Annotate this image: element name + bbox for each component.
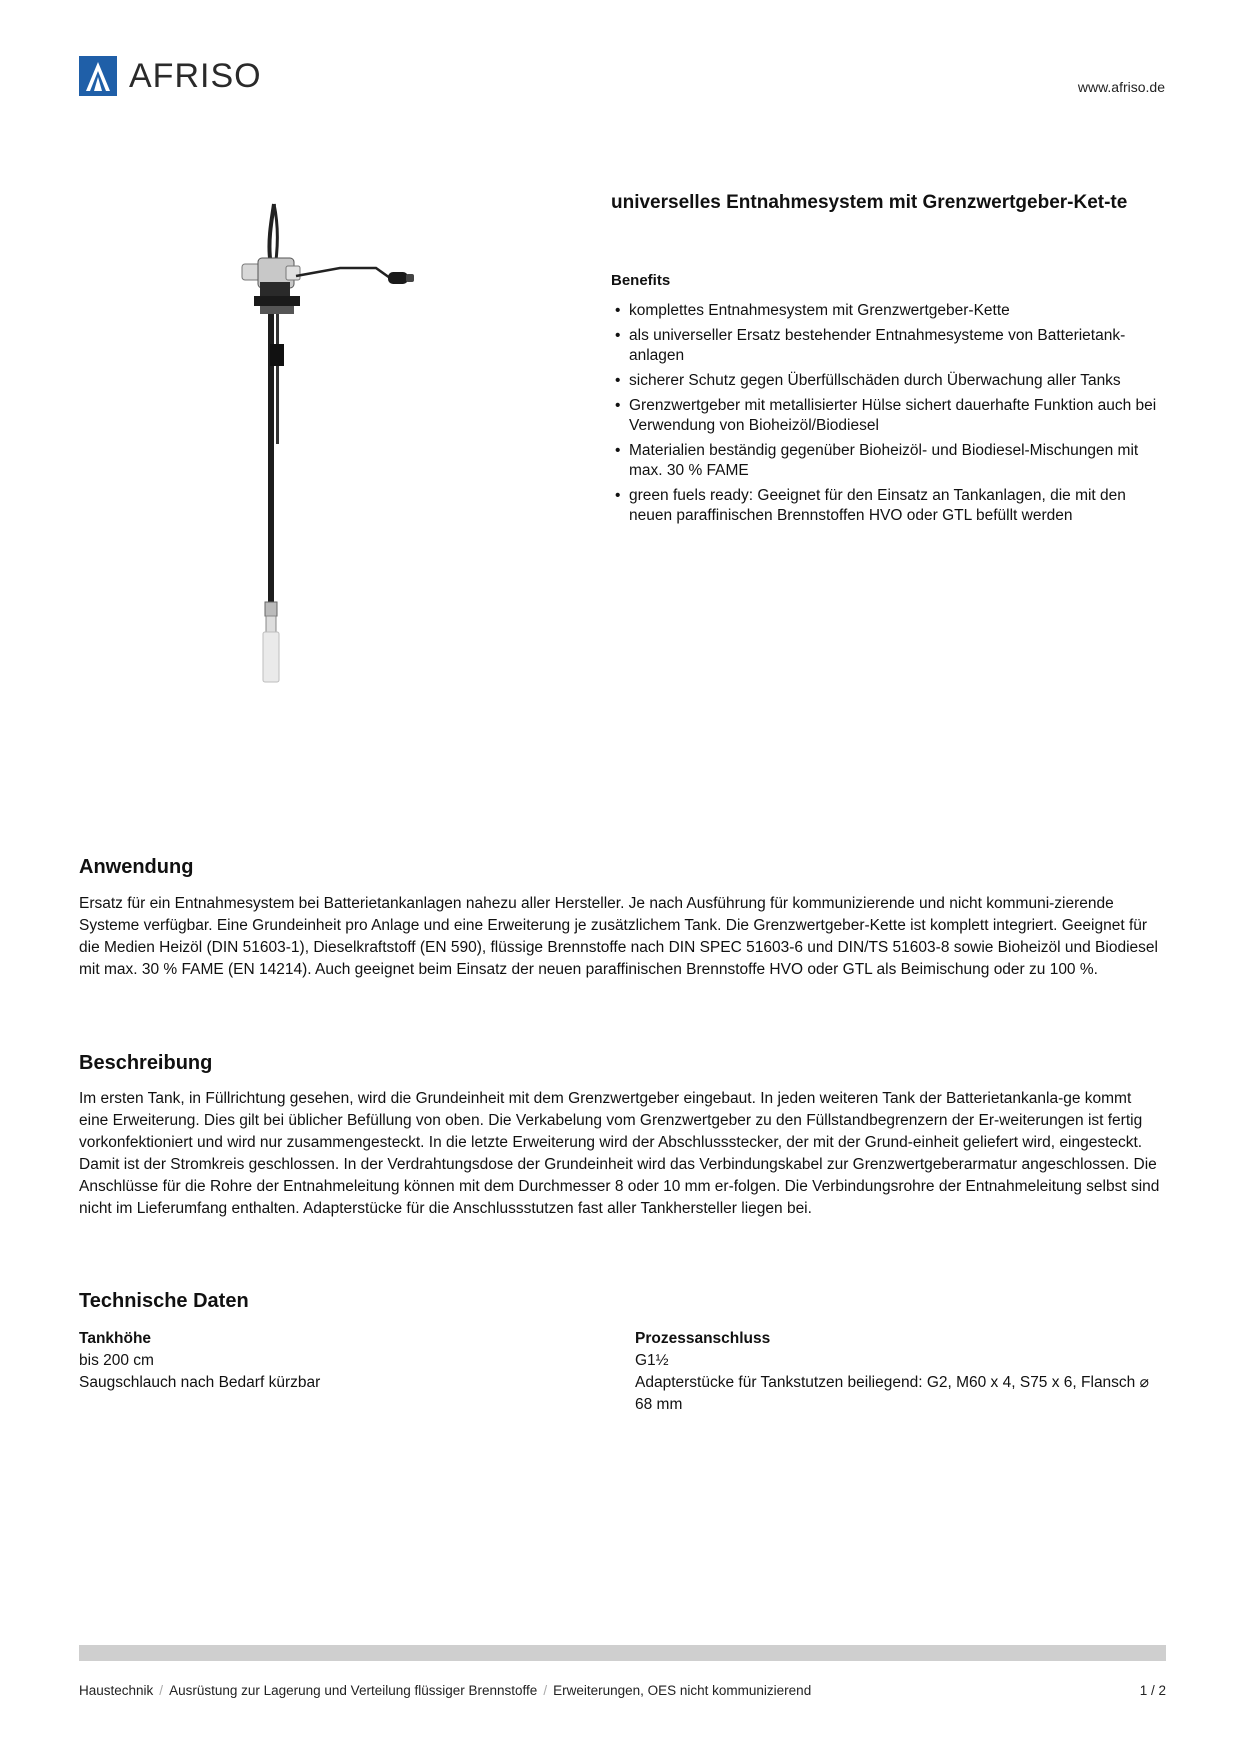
spec-label: Tankhöhe	[79, 1330, 152, 1347]
breadcrumb-item[interactable]: Haustechnik	[79, 1683, 154, 1698]
list-item: • als universeller Ersatz bestehender Entnahmesysteme von Batterietank-anlagen	[611, 326, 1171, 366]
benefits-list	[611, 301, 1171, 531]
beschreibung-text: Im ersten Tank, in Füllrichtung gesehen, wird die Grundeinheit mit dem Grenzwertgeber eingebaut. In jeden weiteren Tank der Batterietankanla-ge kommt eine Erweiterung. Dies gilt bei üblicher Befüllung von oben. Die Verkabelung vom Grenzwertgeber zu den Füllstandbegrenzern der Er-weiterungen ist fertig vorkonfektioniert und wird nur zusammengesteckt. In die letzte Erweiterung wird der Abschlussstecker, der mit der Grund-einheit geliefert wird, eingesteckt. Damit ist der Stromkreis geschlossen. In der Verdrahtungsdose der Grundeinheit wird das Verbindungskabel zur Grenzwertgeberarmatur angeschlossen. Die Anschlüsse für die Rohre der Entnahmeleitung können mit dem Durchmesser 8 oder 10 mm er-folgen. Die Verbindungsrohre der Entnahmeleitung selbst sind nicht im Lieferumfang enthalten. Adapterstücke für die Anschlussstutzen fast aller Tankhersteller liegen bei.	[79, 1090, 1160, 1217]
breadcrumb-separator: /	[543, 1683, 548, 1698]
brand-name: AFRISO	[129, 57, 262, 95]
section-heading-technische-daten: Technische Daten	[79, 1290, 249, 1312]
product-title: universelles Entnahmesystem mit Grenzwertgeber-Ket-te	[611, 192, 1128, 213]
breadcrumb-item[interactable]: Erweiterungen, OES nicht kommunizierend	[553, 1683, 812, 1698]
list-item: • Grenzwertgeber mit metallisierter Hülse sichert dauerhafte Funktion auch bei Verwendung von Bioheizöl/Biodiesel	[611, 396, 1171, 436]
product-image	[230, 198, 450, 773]
spec-value: Saugschlauch nach Bedarf kürzbar	[79, 1374, 321, 1391]
spec-value: bis 200 cm	[79, 1352, 154, 1369]
page-number: 1 / 2	[1139, 1683, 1166, 1698]
list-item: • Materialien beständig gegenüber Bioheizöl- und Biodiesel-Mischungen mit max. 30 % FAME	[611, 441, 1171, 481]
breadcrumb-item[interactable]: Ausrüstung zur Lagerung und Verteilung flüssiger Brennstoffe	[169, 1683, 538, 1698]
breadcrumb-separator: /	[159, 1683, 164, 1698]
spec-label: Prozessanschluss	[635, 1330, 771, 1347]
footer-divider	[79, 1645, 1166, 1661]
website-link[interactable]: www.afriso.de	[1077, 79, 1165, 95]
spec-tankhoehe	[79, 1328, 579, 1394]
list-item: • komplettes Entnahmesystem mit Grenzwertgeber-Kette	[611, 301, 1171, 321]
spec-value: Adapterstücke für Tankstutzen beiliegend: G2, M60 x 4, S75 x 6, Flansch ⌀ 68 mm	[635, 1374, 1149, 1413]
spec-prozessanschluss	[635, 1328, 1165, 1416]
footer-breadcrumb	[79, 1683, 1166, 1698]
brand-logo	[79, 56, 262, 96]
section-heading-anwendung: Anwendung	[79, 856, 194, 878]
spec-value: G1½	[635, 1352, 669, 1369]
afriso-logo-mark	[79, 56, 117, 96]
anwendung-text: Ersatz für ein Entnahmesystem bei Batterietankanlagen nahezu aller Hersteller. Je nach Ausführung für kommunizierende und nicht kommuni-zierende Systeme verfügbar. Eine Grundeinheit pro Anlage und eine Erweiterung je zusätzlichem Tank. Die Grenzwertgeber-Kette ist komplett integriert. Geeignet für die Medien Heizöl (DIN 51603-1), Dieselkraftstoff (EN 590), flüssige Brennstoffe nach DIN SPEC 51603-6 und DIN/TS 51603-8 sowie Bioheizöl und Biodiesel mit max. 30 % FAME (EN 14214). Auch geeignet beim Einsatz der neuen paraffinischen Brennstoffe HVO oder GTL als Beimischung oder zu 100 %.	[79, 895, 1158, 978]
list-item: • sicherer Schutz gegen Überfüllschäden durch Überwachung aller Tanks	[611, 371, 1171, 391]
section-heading-beschreibung: Beschreibung	[79, 1052, 213, 1074]
benefits-heading: Benefits	[611, 272, 671, 289]
list-item: • green fuels ready: Geeignet für den Einsatz an Tankanlagen, die mit den neuen paraffinischen Brennstoffen HVO oder GTL befüllt werden	[611, 486, 1171, 526]
